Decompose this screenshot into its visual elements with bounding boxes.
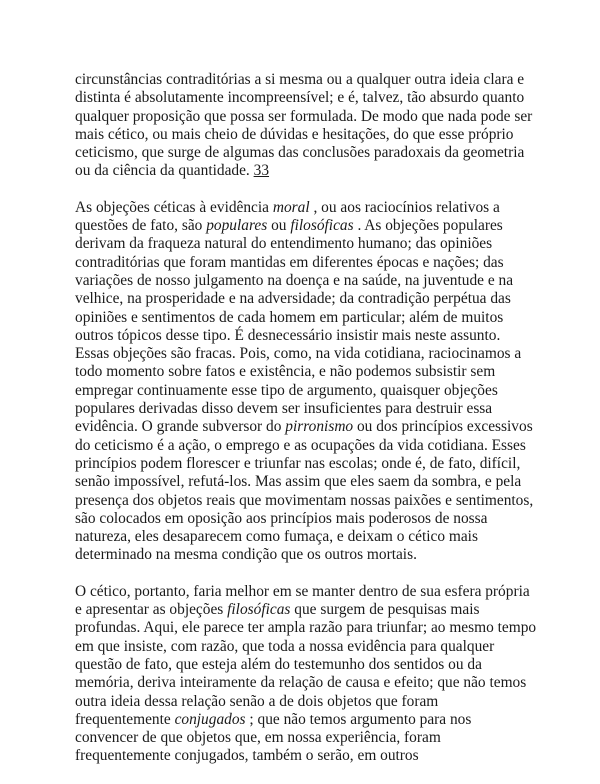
italic-term-pirronismo: pirronismo (285, 418, 354, 436)
paragraph-1 (75, 71, 537, 181)
paragraph-text: que surgem de pesquisas mais profundas. Aqui, ele parece ter ampla razão para triunfar; ao mesmo tempo em que insiste, com razão, que toda a nossa evidência para qualquer questão de fato, que esteja além do testemunho dos sentidos ou da memória, deriva inteiramente da relação de causa e efeito; que não temos outra ideia dessa relação senão a de dois objetos que foram frequentemente (75, 601, 537, 728)
paragraph-text: As objeções céticas à evidência (75, 198, 273, 216)
italic-term-populares: populares (206, 217, 268, 235)
paragraph-text: O cético, portanto, faria melhor em se manter dentro de sua esfera própria e apresentar as objeções (75, 582, 530, 619)
italic-term-filosoficas: filosóficas (227, 601, 291, 619)
italic-term-moral: moral (272, 198, 310, 216)
paragraph-text: ou dos princípios excessivos do ceticismo é a ação, o emprego e as ocupações da vida cotidiana. Esses princípios podem florescer e triunfar nas escolas; onde é, de fato, difícil, senão impossível, refutá-los. Mas assim que eles saem da sombra, e pela presença dos objetos reais que movimentam nossas paixões e sentimentos, são colocados em oposição aos princípios mais poderosos de nossa natureza, eles desaparecem como fumaça, e deixam o cético mais determinado na mesma condição que os outros mortais. (75, 418, 534, 564)
paragraph-text: ; que não temos argumento para nos convencer de que objetos que, em nossa experiência, foram frequentemente conjugados, também o serão, em outros (75, 710, 472, 765)
footnote-link-33[interactable]: 33 (253, 162, 270, 180)
paragraph-text: , ou aos raciocínios relativos a questões de fato, são (75, 198, 500, 235)
paragraph-text: ou (267, 217, 291, 235)
document-page (75, 71, 537, 784)
italic-term-filosoficas: filosóficas (290, 217, 354, 235)
italic-term-conjugados: conjugados (174, 710, 246, 728)
paragraph-text: circunstâncias contraditórias a si mesma ou a qualquer outra ideia clara e distinta é absolutamente incompreensível; e é, talvez, tão absurdo quanto qualquer proposição que possa ser formulada. De modo que nada pode ser mais cético, ou mais cheio de dúvidas e hesitações, do que esse próprio ceticismo, que surge de algumas das conclusões paradoxais da geometria ou da ciência da quantidade. (75, 71, 533, 180)
paragraph-3 (75, 583, 537, 766)
paragraph-text: . As objeções populares derivam da fraqueza natural do entendimento humano; das opiniões contraditórias que foram mantidas em diferentes épocas e nações; das variações de nosso julgamento na doença e na saúde, na juventude e na velhice, na prosperidade e na adversidade; da contradição perpétua das opiniões e sentimentos de cada homem em particular; além de muitos outros tópicos desse tipo. É desnecessário insistir mais neste assunto. Essas objeções são fracas. Pois, como, na vida cotidiana, raciocinamos a todo momento sobre fatos e existência, e não podemos subsistir sem empregar continuamente esse tipo de argumento, quaisquer objeções populares derivadas disso devem ser insuficientes para destruir essa evidência. O grande subversor do (75, 217, 522, 436)
paragraph-2 (75, 199, 537, 565)
